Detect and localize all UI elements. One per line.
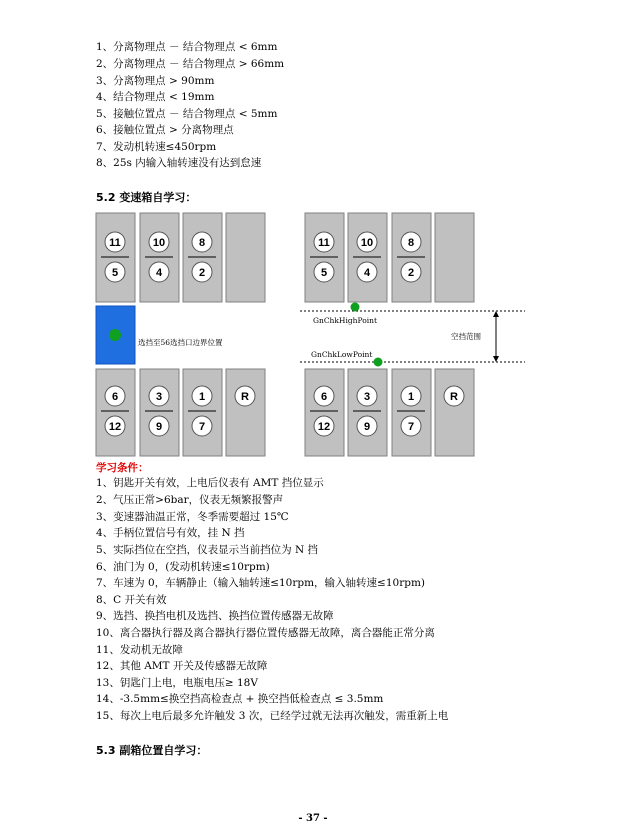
- gear-number: 3: [155, 391, 163, 403]
- condition-item: 6、接触位置点 > 分离物理点: [96, 124, 234, 136]
- condition-item: 10、离合器执行器及离合器执行器位置传感器无故障，离合器能正常分离: [96, 627, 435, 639]
- high-point-label: GnChkHighPoint: [313, 316, 378, 325]
- condition-item: 9、选挡、换挡电机及选挡、换挡位置传感器无故障: [96, 610, 334, 622]
- section-heading-5-3: 5.3 副箱位置自学习：: [96, 744, 208, 757]
- section-heading-5-2: 5.2 变速箱自学习：: [96, 191, 197, 204]
- gear-number: 8: [198, 237, 206, 249]
- condition-item: 2、分离物理点 － 结合物理点 > 66mm: [96, 58, 285, 70]
- gear-number: 4: [363, 267, 371, 279]
- condition-item: 5、接触位置点 － 结合物理点 < 5mm: [96, 108, 278, 120]
- condition-item: 1、钥匙开关有效，上电后仪表有 AMT 挡位显示: [96, 477, 324, 489]
- gear-slot: [348, 369, 387, 456]
- condition-item: 11、发动机无故障: [96, 644, 183, 656]
- range-label: 空挡范围: [451, 332, 481, 341]
- condition-item: 2、气压正常>6bar，仪表无频繁报警声: [96, 494, 284, 506]
- condition-item: 1、分离物理点 － 结合物理点 < 6mm: [96, 41, 278, 53]
- gear-number: 9: [363, 421, 371, 433]
- low-point-label: GnChkLowPoint: [311, 350, 373, 359]
- gear-number: 9: [155, 421, 163, 433]
- gear-number: R: [450, 391, 458, 403]
- condition-item: 5、实际挡位在空挡，仪表显示当前挡位为 N 挡: [96, 544, 319, 556]
- gear-slot: [140, 369, 179, 456]
- gear-number: 5: [111, 267, 119, 279]
- right-lower-gears: [305, 369, 474, 456]
- condition-item: 12、其他 AMT 开关及传感器无故障: [96, 660, 268, 672]
- gear-number: 11: [318, 237, 330, 249]
- left-caption: 选挡至56选挡口边界位置: [138, 338, 223, 347]
- conditions-title: 学习条件：: [96, 462, 149, 474]
- condition-item: 7、车速为 0，车辆静止（输入轴转速≤10rpm，输入轴转速≤10rpm): [96, 577, 426, 589]
- gear-number: 8: [407, 237, 415, 249]
- gear-slot: [96, 369, 135, 456]
- gear-number: 5: [320, 267, 328, 279]
- range-arrow-head-up: [493, 311, 499, 317]
- gear-slot: [305, 369, 344, 456]
- position-dot: [109, 329, 121, 341]
- gear-slot: [226, 213, 265, 302]
- condition-item: 3、变速器油温正常，冬季需要超过 15℃: [96, 511, 289, 523]
- condition-item: 8、25s 内输入轴转速没有达到怠速: [96, 157, 262, 169]
- page-number: - 37 -: [298, 813, 328, 824]
- condition-item: 6、油门为 0，(发动机转速≤10rpm): [96, 561, 270, 573]
- condition-item: 15、每次上电后最多允许触发 3 次，已经学过就无法再次触发，需重新上电: [96, 710, 449, 722]
- gear-number: 11: [109, 237, 121, 249]
- gear-slot: [183, 369, 222, 456]
- gear-number: 6: [111, 391, 119, 403]
- gear-number: 10: [360, 237, 374, 249]
- condition-item: 3、分离物理点 > 90mm: [96, 75, 215, 87]
- low-point-dot: [374, 358, 383, 367]
- gear-slot: [392, 369, 431, 456]
- condition-item: 4、结合物理点 < 19mm: [96, 91, 215, 103]
- range-arrow-head-down: [493, 356, 499, 362]
- gear-number: 12: [317, 421, 331, 433]
- gear-number: 6: [320, 391, 328, 403]
- gear-number: 1: [198, 391, 206, 403]
- gear-number: 10: [152, 237, 166, 249]
- condition-item: 4、手柄位置信号有效，挂 N 挡: [96, 527, 245, 539]
- gear-slot: [435, 369, 474, 456]
- gear-number: 4: [155, 267, 163, 279]
- high-point-dot: [351, 303, 360, 312]
- gear-number: 7: [407, 421, 415, 433]
- gear-number: 1: [407, 391, 415, 403]
- gear-slot: [226, 369, 265, 456]
- condition-item: 13、钥匙门上电，电瓶电压≥ 18V: [96, 677, 258, 689]
- condition-item: 7、发动机转速≤450rpm: [96, 141, 217, 153]
- gear-number: 3: [363, 391, 371, 403]
- gear-number: 12: [108, 421, 122, 433]
- gear-number: 7: [198, 421, 206, 433]
- gear-number: 2: [407, 267, 415, 279]
- left-lower-gears: [96, 369, 265, 456]
- gear-slot: [435, 213, 474, 302]
- gear-number: R: [241, 391, 249, 403]
- condition-item: 8、C 开关有效: [96, 594, 167, 606]
- condition-item: 14、-3.5mm≤换空挡高检查点 + 换空挡低检查点 ≤ 3.5mm: [96, 693, 384, 705]
- gear-number: 2: [198, 267, 206, 279]
